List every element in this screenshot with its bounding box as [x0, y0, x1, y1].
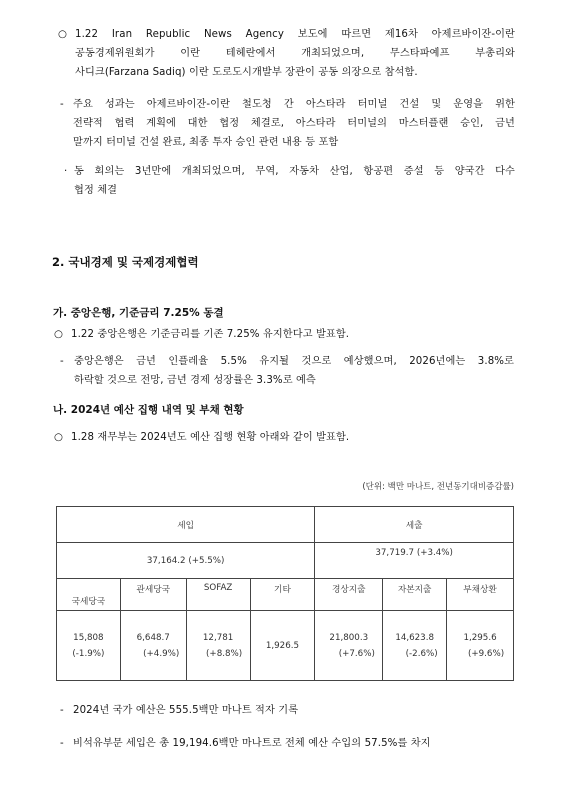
cell-value: 21,800.3	[329, 632, 369, 643]
cell-value: 15,808	[73, 632, 104, 643]
expense-total: 37,719.7 (+3.4%)	[315, 543, 514, 579]
budget-table	[56, 506, 514, 681]
unit-note: (단위: 백만 마나트, 전년동기대비증감률)	[362, 482, 514, 492]
cell-change: (+9.6%)	[467, 648, 505, 659]
cell-change: (-2.6%)	[405, 648, 438, 659]
column-header: 자본지출	[383, 579, 447, 611]
note2-text: 비석유부문 세입은 총 19,194.6백만 마나트로 전체 예산 수입의 57.5%를 차지	[73, 738, 431, 749]
bullet1-line2: 공동경제위원회가 이란 테헤란에서 개최되었으며, 무스타파예프 부총리와	[75, 48, 515, 59]
column-header: 기타	[250, 579, 315, 611]
b-bullet-text: 1.28 재무부는 2024년도 예산 집행 현황 아래와 같이 발표함.	[71, 432, 350, 443]
cell-value: 12,781	[202, 632, 234, 643]
cell-value: 1,926.5	[265, 640, 300, 651]
note1-text: 2024년 국가 예산은 555.5백만 마나트 적자 기록	[73, 705, 299, 716]
sub2-line2: 협정 체결	[74, 185, 118, 196]
cell-change: (-1.9%)	[72, 648, 105, 659]
note-marker: -	[60, 738, 64, 749]
table-cell	[186, 611, 250, 681]
table-cell	[315, 611, 383, 681]
column-header: 경상지출	[315, 579, 383, 611]
a-sub-line1: 중앙은행은 금년 인플레율 5.5% 유지될 것으로 예상했으며, 2026년에는 3.8%로	[74, 356, 514, 367]
cell-change: (+7.6%)	[338, 648, 375, 659]
column-header: 부채상환	[447, 579, 514, 611]
bullet-marker: ○	[54, 432, 63, 443]
cell-value: 6,648.7	[136, 632, 170, 643]
bullet-marker: ○	[58, 29, 67, 40]
table-cell	[383, 611, 447, 681]
cell-value: 1,295.6	[463, 632, 497, 643]
cell-value: 14,623.8	[395, 632, 434, 643]
bullet1-line3: 사디크(Farzana Sadiq) 이란 도로도시개발부 장관이 공동 의장으로 참석함.	[75, 67, 418, 78]
sub2-line1: 동 회의는 3년만에 개최되었으며, 무역, 자동차 산업, 항공편 증설 등 양국간 다수	[74, 166, 515, 177]
note-marker: -	[60, 705, 64, 716]
revenue-total: 37,164.2 (+5.5%)	[57, 543, 315, 579]
sub-marker: -	[60, 99, 64, 110]
bullet1-line1: 1.22 Iran Republic News Agency 보도에 따르면 제16차 아제르바이잔-이란	[75, 29, 515, 40]
dot-marker: ·	[64, 166, 68, 177]
sub-marker: -	[60, 356, 64, 367]
table-cell	[57, 611, 121, 681]
sub1-line3: 말까지 터미널 건설 완료, 최종 투자 승인 관련 내용 등 포함	[73, 137, 339, 148]
table-cell	[120, 611, 186, 681]
cell-change: (+4.9%)	[143, 648, 180, 659]
revenue-header: 세입	[57, 507, 315, 543]
table-cell	[447, 611, 514, 681]
cell-change: (+8.8%)	[206, 648, 243, 659]
a-sub-line2: 하락할 것으로 전망, 금년 경제 성장률은 3.3%로 예측	[74, 375, 316, 386]
sub1-line2: 전략적 협력 계획에 대한 협정 체결로, 아스타라 터미널의 마스터플랜 승인, 금년	[73, 118, 515, 129]
table-cell	[250, 611, 315, 681]
bullet-marker: ○	[54, 329, 63, 340]
column-header: SOFAZ	[186, 579, 250, 611]
column-header: 관세당국	[120, 579, 186, 611]
column-header: 국세당국	[57, 579, 121, 611]
expense-header: 세출	[315, 507, 514, 543]
sub1-line1: 주요 성과는 아제르바이잔-이란 철도청 간 아스타라 터미널 건설 및 운영을 위한	[73, 99, 515, 110]
a-bullet-text: 1.22 중앙은행은 기준금리를 기존 7.25% 유지한다고 발표함.	[71, 329, 350, 340]
section-heading: 2. 국내경제 및 국제경제협력	[52, 255, 199, 269]
subsection-b-heading: 나. 2024년 예산 집행 내역 및 부채 현황	[53, 404, 244, 416]
subsection-a-heading: 가. 중앙은행, 기준금리 7.25% 동결	[53, 307, 224, 319]
